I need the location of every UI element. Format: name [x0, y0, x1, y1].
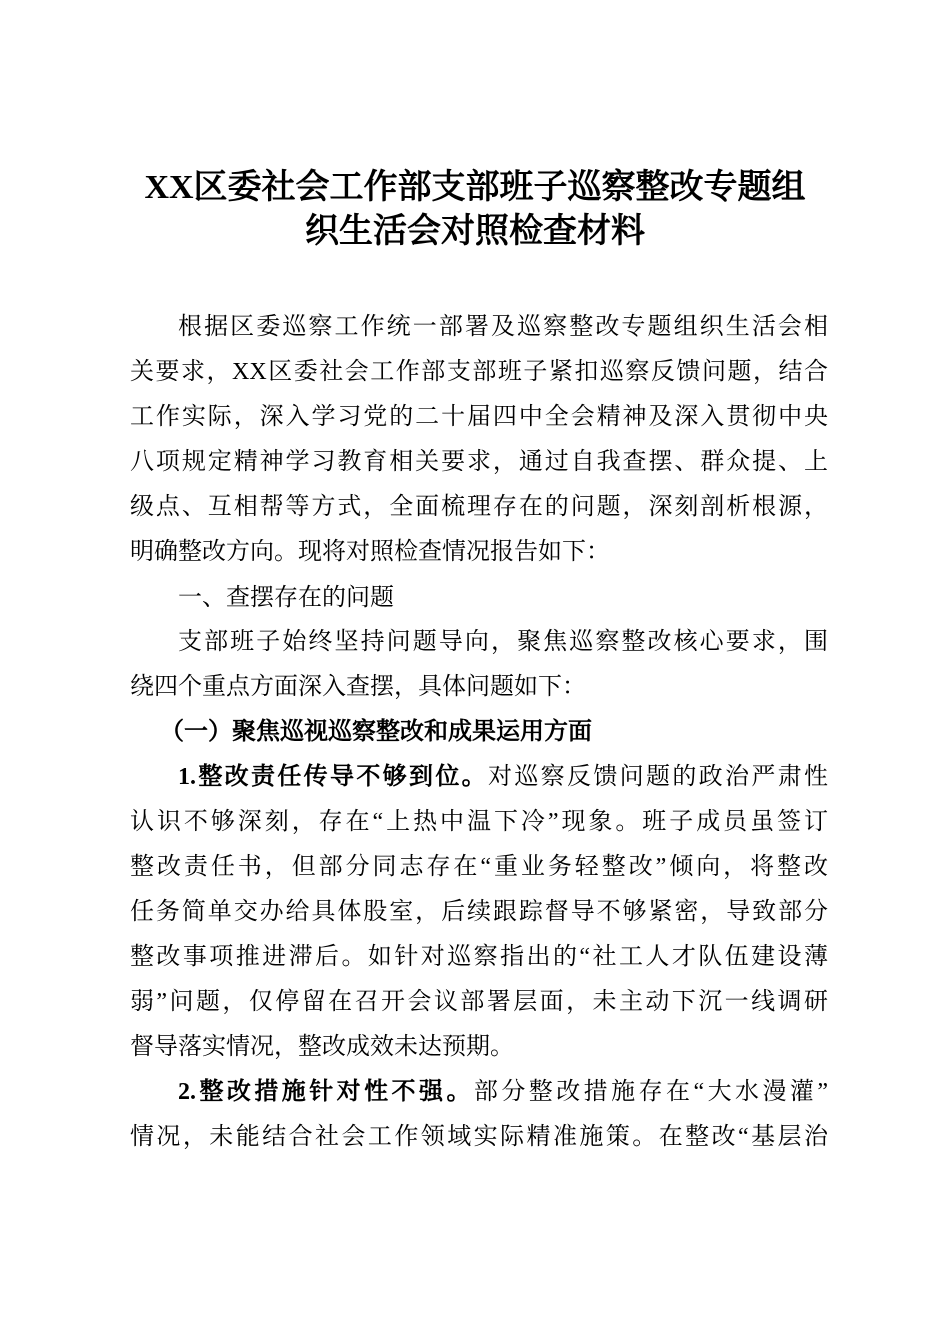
item-text: 部分整改措施存在“大水漫灌”: [473, 1079, 828, 1105]
document-body: [130, 305, 828, 1160]
text-line: 整改责任书，但部分同志存在“重业务轻整改”倾向，将整改: [130, 854, 828, 880]
item-2-paragraph: [130, 1070, 828, 1160]
intro-paragraph: [130, 305, 828, 575]
text-line: 整改事项推进滞后。如针对巡察指出的“社工人才队伍建设薄: [130, 944, 828, 970]
text-line: 根据区委巡察工作统一部署及巡察整改专题组织生活会相: [178, 314, 828, 340]
section-intro-paragraph: [130, 620, 828, 710]
text-line: 级点、互相帮等方式，全面梳理存在的问题，深刻剖析根源，: [130, 494, 828, 520]
text-line: 情况，未能结合社会工作领域实际精准施策。在整改“基层治: [130, 1124, 828, 1150]
item-text: 对巡察反馈问题的政治严肃性: [488, 764, 828, 790]
text-line: 绕四个重点方面深入查摆，具体问题如下：: [130, 674, 586, 700]
title-line-1: XX区委社会工作部支部班子巡察整改专题组: [144, 169, 806, 206]
text-line: 明确整改方向。现将对照检查情况报告如下：: [130, 539, 610, 565]
item-lead: 1.整改责任传导不够到位。: [178, 764, 488, 790]
subsection-heading: （一）聚焦巡视巡察整改和成果运用方面: [160, 719, 592, 745]
text-line: 认识不够深刻，存在“上热中温下冷”现象。班子成员虽签订: [130, 809, 828, 835]
text-line: 工作实际，深入学习党的二十届四中全会精神及深入贯彻中央: [130, 404, 828, 430]
section-heading: 一、查摆存在的问题: [178, 583, 394, 611]
item-lead: 2.整改措施针对性不强。: [178, 1079, 474, 1105]
title-line-2: 织生活会对照检查材料: [305, 213, 645, 250]
text-line: [130, 755, 828, 800]
text-line: 八项规定精神学习教育相关要求，通过自我查摆、群众提、上: [130, 449, 828, 475]
document-title: [0, 166, 950, 254]
text-line: 任务简单交办给具体股室，后续跟踪督导不够紧密，导致部分: [130, 899, 828, 925]
text-line: [130, 1070, 828, 1115]
text-line: 弱”问题，仅停留在召开会议部署层面，未主动下沉一线调研: [130, 989, 828, 1015]
text-line: 关要求，XX区委社会工作部支部班子紧扣巡察反馈问题，结合: [130, 359, 828, 385]
text-line: 督导落实情况，整改成效未达预期。: [130, 1034, 514, 1060]
text-line: 支部班子始终坚持问题导向，聚焦巡察整改核心要求，围: [178, 629, 828, 655]
item-1-paragraph: [130, 755, 828, 1070]
